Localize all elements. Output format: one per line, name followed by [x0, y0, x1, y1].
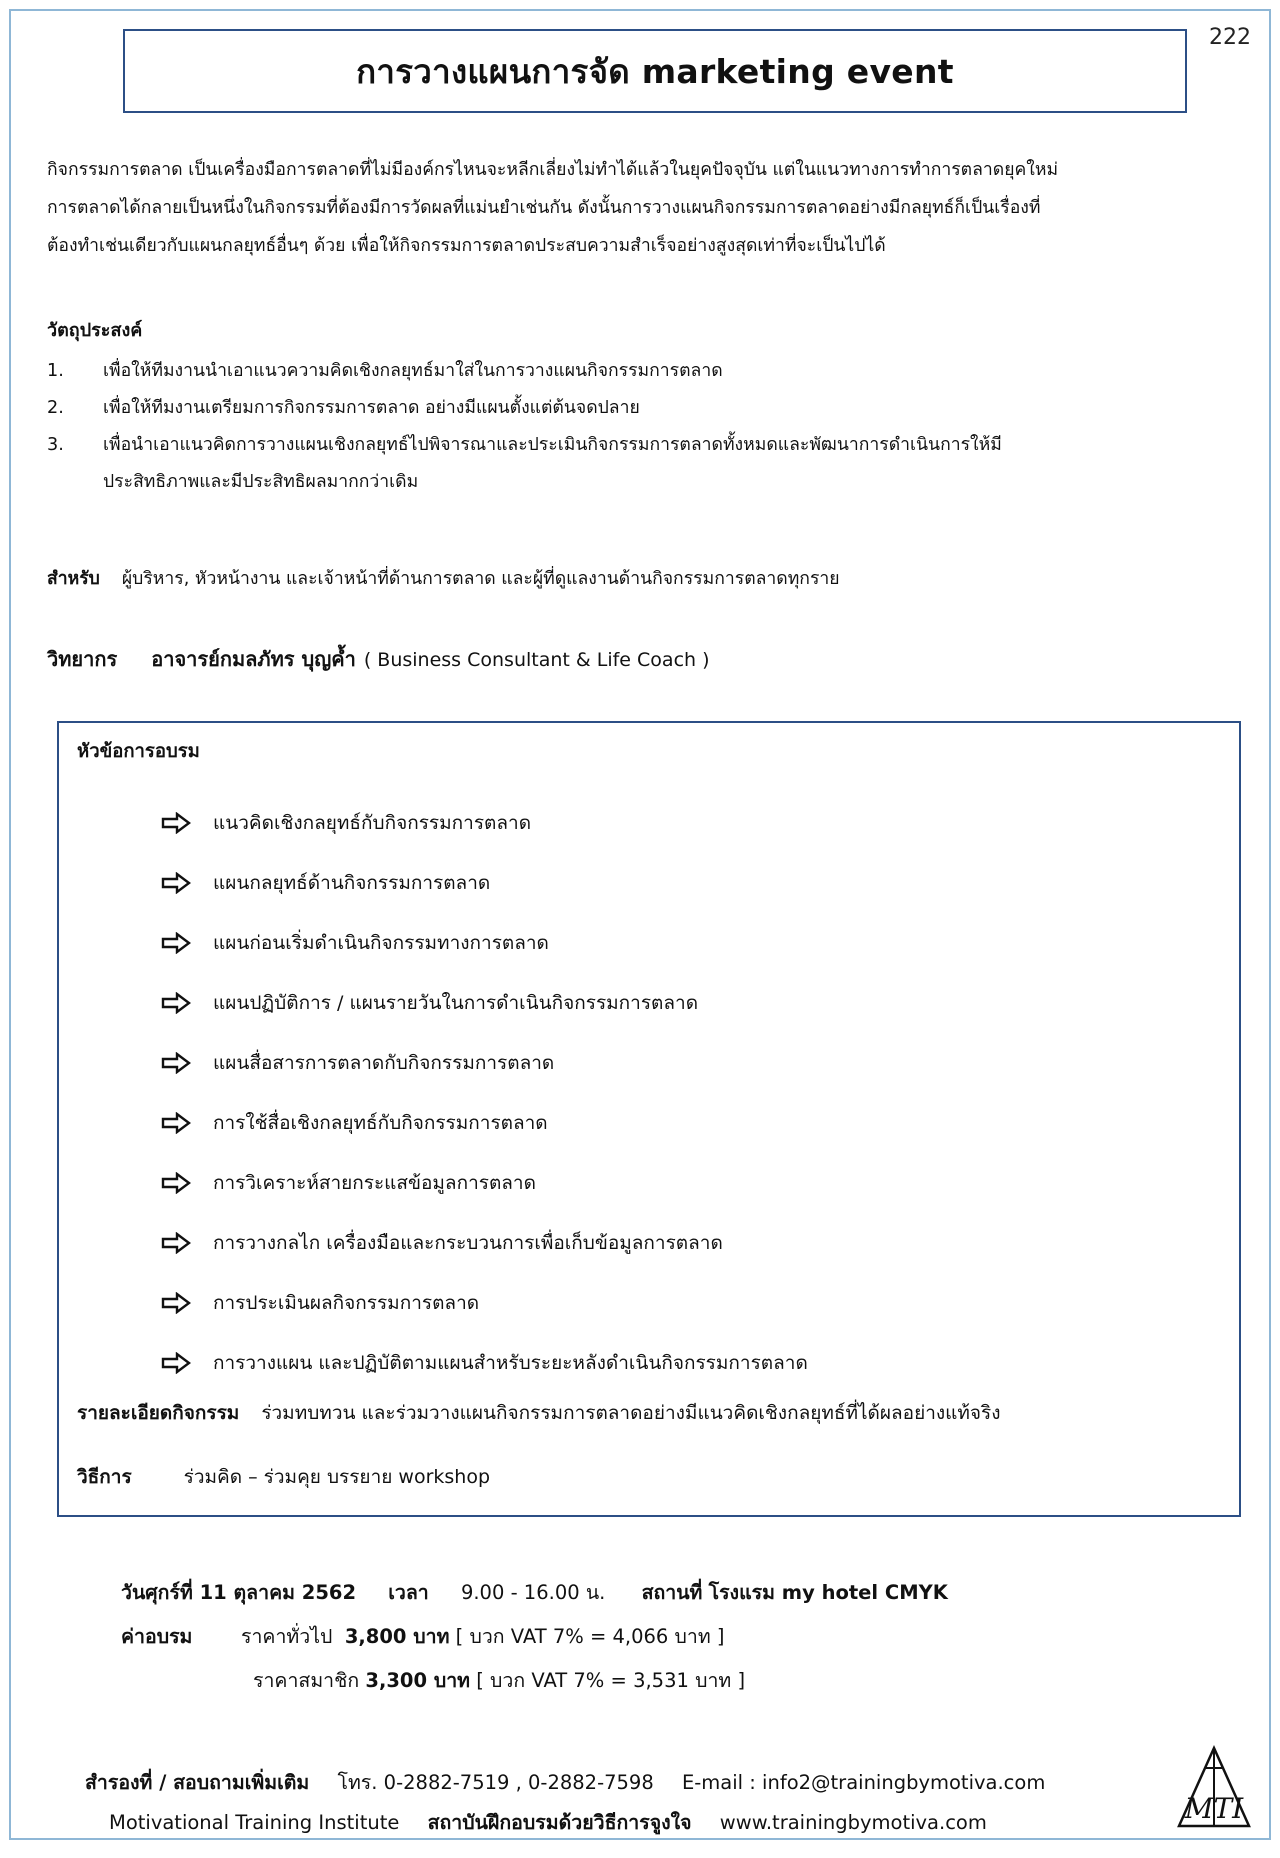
objective-item: [47, 353, 1247, 390]
time-label: เวลา: [388, 1581, 429, 1604]
topic-text: แผนก่อนเริ่มดำเนินกิจกรรมทางการตลาด: [213, 932, 549, 954]
event-venue: โรงแรม my hotel CMYK: [708, 1581, 948, 1604]
speaker-label: วิทยากร: [47, 647, 118, 671]
website-link[interactable]: www.trainingbymotiva.com: [719, 1811, 987, 1834]
right-arrow-outline-icon: [161, 1352, 191, 1374]
right-arrow-outline-icon: [161, 812, 191, 834]
topics-box: [57, 721, 1241, 1517]
objectives-section: [47, 311, 1247, 501]
objective-number: 1.: [47, 361, 64, 381]
topic-text: การวิเคราะห์สายกระแสข้อมูลการตลาด: [213, 1172, 536, 1194]
right-arrow-outline-icon: [161, 872, 191, 894]
right-arrow-outline-icon: [161, 1052, 191, 1074]
topic-item: [161, 1153, 808, 1213]
topic-item: [161, 853, 808, 913]
topic-text: การประเมินผลกิจกรรมการตลาด: [213, 1292, 480, 1314]
organization-name-en: Motivational Training Institute: [109, 1811, 400, 1834]
contact-email[interactable]: E-mail : info2@trainingbymotiva.com: [681, 1771, 1046, 1794]
intro-line: การตลาดได้กลายเป็นหนึ่งในกิจกรรมที่ต้องมีการวัดผลที่แม่นยำเช่นกัน ดังนั้นการวางแผนกิจกรรมการตลาดอย่างมีกลยุทธ์ก็เป็นเรื่องที่: [47, 198, 1041, 218]
audience-label: สำหรับ: [47, 569, 100, 589]
method-text: ร่วมคิด – ร่วมคุย บรรยาย workshop: [183, 1466, 491, 1488]
fee-general-label: ราคาทั่วไป: [241, 1625, 333, 1648]
objective-text: เพื่อนำเอาแนวคิดการวางแผนเชิงกลยุทธ์ไปพิจารณาและประเมินกิจกรรมการตลาดทั้งหมดและพัฒนาการดำเนินการให้มี: [103, 435, 1002, 455]
right-arrow-outline-icon: [161, 1112, 191, 1134]
intro-line: ต้องทำเช่นเดียวกับแผนกลยุทธ์อื่นๆ ด้วย เพื่อให้กิจกรรมการตลาดประสบความสำเร็จอย่างสูงสุดเท่าที่จะเป็นไปได้: [47, 236, 886, 256]
logo-text: MTI: [1184, 1792, 1244, 1825]
organization-row: [85, 1803, 1045, 1843]
right-arrow-outline-icon: [161, 1292, 191, 1314]
objective-number: 3.: [47, 435, 64, 455]
topic-item: [161, 1333, 808, 1393]
intro-line: กิจกรรมการตลาด เป็นเครื่องมือการตลาดที่ไม่มีองค์กรไหนจะหลีกเลี่ยงไม่ทำได้แล้วในยุคปัจจุบัน แต่ในแนวทางการทำการตลาดยุคใหม่: [47, 160, 1059, 180]
objective-text: เพื่อให้ทีมงานเตรียมการกิจกรรมการตลาด อย่างมีแผนตั้งแต่ต้นจดปลาย: [103, 398, 640, 418]
footer: [85, 1763, 1045, 1843]
fee-member-row: [121, 1659, 948, 1703]
topic-item: [161, 1273, 808, 1333]
objective-text-continued: ประสิทธิภาพและมีประสิทธิผลมากกว่าเดิม: [103, 472, 419, 492]
right-arrow-outline-icon: [161, 932, 191, 954]
objectives-heading: วัตถุประสงค์: [47, 320, 143, 341]
objective-number: 2.: [47, 398, 64, 418]
audience-text: ผู้บริหาร, หัวหน้างาน และเจ้าหน้าที่ด้านการตลาด และผู้ที่ดูแลงานด้านกิจกรรมการตลาดทุกราย: [121, 569, 840, 589]
topic-item: [161, 1033, 808, 1093]
event-date: วันศุกร์ที่ 11 ตุลาคม 2562: [121, 1581, 357, 1604]
fee-general-row: [121, 1615, 948, 1659]
fee-general-vat: [ บวก VAT 7% = 4,066 บาท ]: [455, 1625, 725, 1648]
activity-detail-label: รายละเอียดกิจกรรม: [77, 1402, 240, 1424]
right-arrow-outline-icon: [161, 1172, 191, 1194]
topic-item: [161, 1093, 808, 1153]
fee-member-vat: [ บวก VAT 7% = 3,531 บาท ]: [476, 1669, 746, 1692]
objective-item: [47, 390, 1247, 427]
contact-label: สำรองที่ / สอบถามเพิ่มเติม: [85, 1771, 310, 1794]
mti-logo-icon: [1175, 1744, 1253, 1830]
document-page: [9, 9, 1271, 1840]
topics-heading: หัวข้อการอบรม: [77, 741, 200, 762]
topic-item: [161, 1213, 808, 1273]
activity-detail-line: [77, 1393, 1001, 1433]
intro-paragraph: [47, 151, 1247, 265]
method-label: วิธีการ: [77, 1466, 132, 1488]
topic-text: การใช้สื่อเชิงกลยุทธ์กับกิจกรรมการตลาด: [213, 1112, 548, 1134]
organization-name-th: สถาบันฝึกอบรมด้วยวิธีการจูงใจ: [427, 1811, 692, 1834]
page-title: การวางแผนการจัด marketing event: [356, 51, 954, 91]
contact-phone: โทร. 0-2882-7519 , 0-2882-7598: [337, 1771, 654, 1794]
method-line: [77, 1457, 490, 1497]
topic-text: แผนสื่อสารการตลาดกับกิจกรรมการตลาด: [213, 1052, 555, 1074]
contact-row: [85, 1763, 1045, 1803]
title-box: [123, 29, 1187, 113]
audience-line: [47, 559, 840, 599]
objective-text: เพื่อให้ทีมงานนำเอาแนวความคิดเชิงกลยุทธ์มาใส่ในการวางแผนกิจกรรมการตลาด: [103, 361, 723, 381]
fee-label: ค่าอบรม: [121, 1625, 193, 1648]
topic-text: การวางกลไก เครื่องมือและกระบวนการเพื่อเก็บข้อมูลการตลาด: [213, 1232, 723, 1254]
right-arrow-outline-icon: [161, 992, 191, 1014]
topic-item: [161, 913, 808, 973]
topic-text: แผนปฏิบัติการ / แผนรายวันในการดำเนินกิจกรรมการตลาด: [213, 992, 699, 1014]
topic-text: การวางแผน และปฏิบัติตามแผนสำหรับระยะหลังดำเนินกิจกรรมการตลาด: [213, 1352, 808, 1374]
speaker-role: ( Business Consultant & Life Coach ): [363, 649, 710, 671]
event-time: 9.00 - 16.00 น.: [460, 1581, 606, 1604]
speaker-line: [47, 639, 710, 680]
activity-detail-text: ร่วมทบทวน และร่วมวางแผนกิจกรรมการตลาดอย่างมีแนวคิดเชิงกลยุทธ์ที่ได้ผลอย่างแท้จริง: [261, 1402, 1001, 1424]
speaker-name: อาจารย์กมลภัทร บุญค้ำ: [151, 647, 356, 671]
topic-text: แนวคิดเชิงกลยุทธ์กับกิจกรรมการตลาด: [213, 812, 532, 834]
objective-item: [47, 427, 1247, 501]
right-arrow-outline-icon: [161, 1232, 191, 1254]
topic-item: [161, 973, 808, 1033]
schedule-section: [121, 1571, 948, 1703]
fee-member-label: ราคาสมาชิก: [253, 1669, 360, 1692]
topic-text: แผนกลยุทธ์ด้านกิจกรรมการตลาด: [213, 872, 491, 894]
page-number: 222: [1209, 25, 1251, 50]
fee-general-price: 3,800 บาท: [344, 1625, 450, 1648]
topic-list: [161, 793, 808, 1393]
schedule-row: [121, 1571, 948, 1615]
fee-member-price: 3,300 บาท: [365, 1669, 471, 1692]
topic-item: [161, 793, 808, 853]
venue-label: สถานที่: [641, 1581, 703, 1604]
